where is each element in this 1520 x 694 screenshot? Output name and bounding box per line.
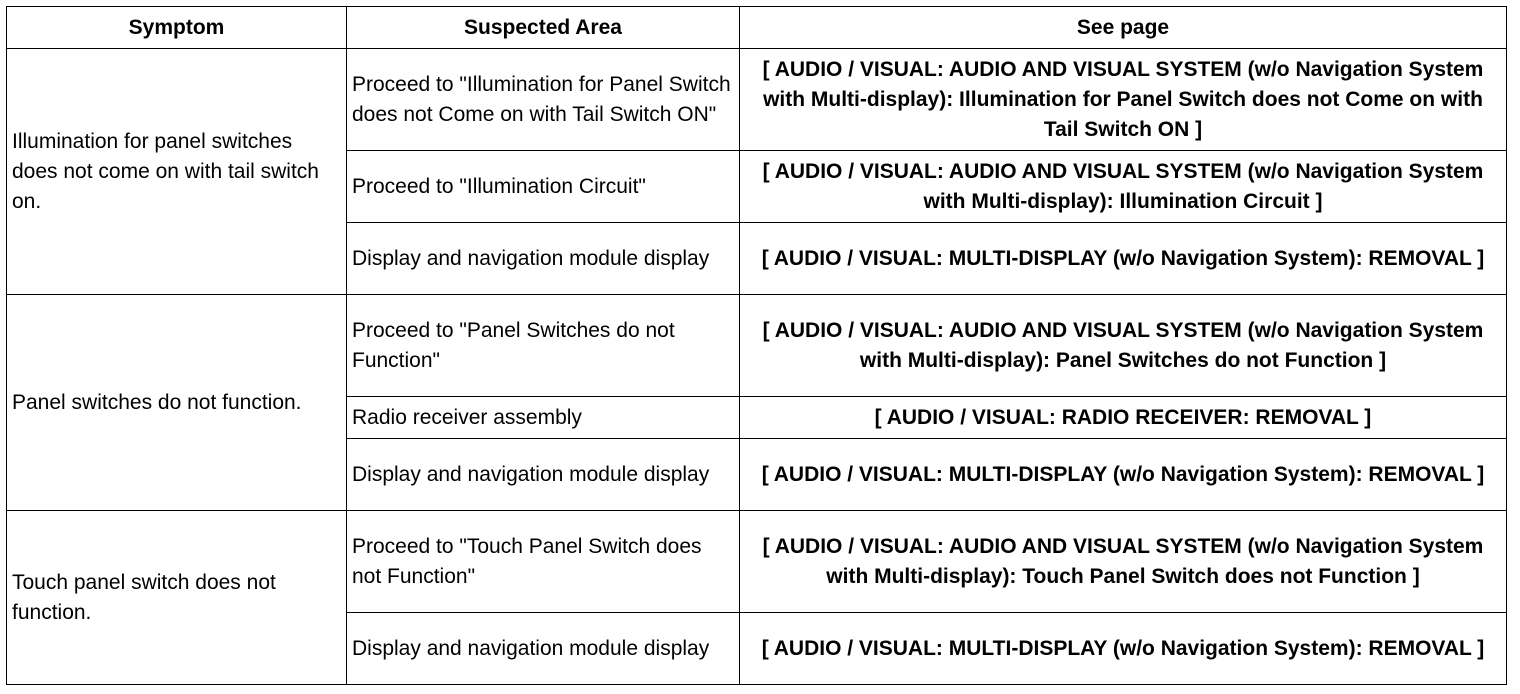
suspected-area-cell: Proceed to "Illumination Circuit" [347,151,740,223]
suspected-area-cell: Proceed to "Panel Switches do not Function" [347,295,740,397]
suspected-area-cell: Proceed to "Illumination for Panel Switch does not Come on with Tail Switch ON" [347,49,740,151]
table-row [7,295,1507,397]
suspected-area-cell: Display and navigation module display [347,439,740,511]
symptom-cell: Touch panel switch does not function. [7,511,347,685]
see-page-link[interactable]: [ AUDIO / VISUAL: RADIO RECEIVER: REMOVAL ] [740,397,1507,439]
header-suspected-area: Suspected Area [347,7,740,49]
see-page-link[interactable]: [ AUDIO / VISUAL: AUDIO AND VISUAL SYSTEM (w/o Navigation System with Multi-display): Illumination Circuit ] [740,151,1507,223]
see-page-link[interactable]: [ AUDIO / VISUAL: AUDIO AND VISUAL SYSTEM (w/o Navigation System with Multi-display): Panel Switches do not Function ] [740,295,1507,397]
see-page-link[interactable]: [ AUDIO / VISUAL: AUDIO AND VISUAL SYSTEM (w/o Navigation System with Multi-display): Touch Panel Switch does not Function ] [740,511,1507,613]
header-row [7,7,1507,49]
table-row [7,49,1507,151]
see-page-link[interactable]: [ AUDIO / VISUAL: AUDIO AND VISUAL SYSTEM (w/o Navigation System with Multi-display): Illumination for Panel Switch does not Come on with Tail Switch ON ] [740,49,1507,151]
suspected-area-cell: Proceed to "Touch Panel Switch does not Function" [347,511,740,613]
symptom-cell: Illumination for panel switches does not come on with tail switch on. [7,49,347,295]
see-page-link[interactable]: [ AUDIO / VISUAL: MULTI-DISPLAY (w/o Navigation System): REMOVAL ] [740,613,1507,685]
see-page-link[interactable]: [ AUDIO / VISUAL: MULTI-DISPLAY (w/o Navigation System): REMOVAL ] [740,439,1507,511]
see-page-link[interactable]: [ AUDIO / VISUAL: MULTI-DISPLAY (w/o Navigation System): REMOVAL ] [740,223,1507,295]
header-symptom: Symptom [7,7,347,49]
problem-symptoms-table [6,6,1507,685]
table-row [7,511,1507,613]
suspected-area-cell: Display and navigation module display [347,223,740,295]
symptom-cell: Panel switches do not function. [7,295,347,511]
suspected-area-cell: Radio receiver assembly [347,397,740,439]
header-see-page: See page [740,7,1507,49]
suspected-area-cell: Display and navigation module display [347,613,740,685]
